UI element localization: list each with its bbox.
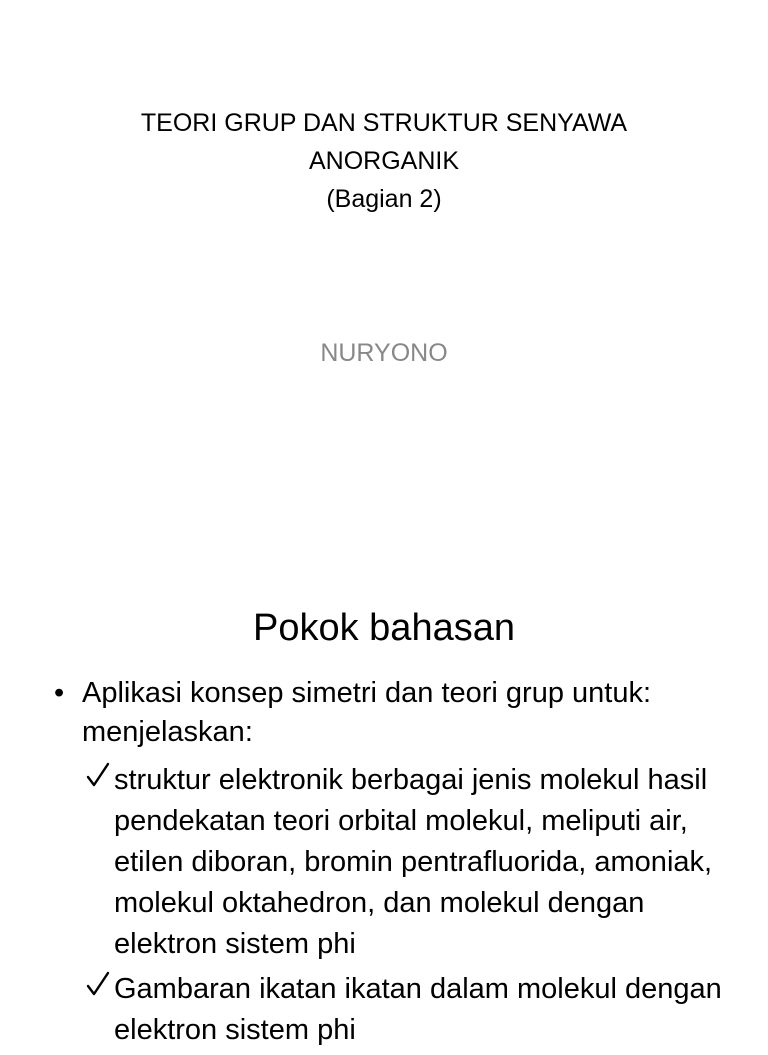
bullet-marker: • xyxy=(54,677,65,709)
content-slide xyxy=(0,576,768,1046)
bullet-text: Aplikasi konsep simetri dan teori grup untuk: menjelaskan: xyxy=(82,677,652,748)
sub-bullet-text: Gambaran ikatan ikatan dalam molekul dengan elektron sistem phi xyxy=(114,973,722,1046)
title-line-1: TEORI GRUP DAN STRUKTUR SENYAWA xyxy=(140,109,628,137)
sub-bullet-item xyxy=(86,760,726,965)
bullet-item xyxy=(54,674,734,752)
sub-bullet-list xyxy=(86,760,726,1055)
title-line-3: (Bagian 2) xyxy=(326,185,442,213)
sub-bullet-text: struktur elektronik berbagai jenis molekul hasil pendekatan teori orbital molekul, meliputi air, etilen diboran, bromin pentrafluorida, amoniak, molekul oktahedron, dan molekul dengan elektron sistem phi xyxy=(114,764,713,960)
slide-title xyxy=(60,104,708,218)
slide-heading: Pokok bahasan xyxy=(253,607,515,649)
author-name: NURYONO xyxy=(320,339,448,367)
checkmark-icon xyxy=(86,760,110,790)
title-line-2: ANORGANIK xyxy=(308,147,460,175)
sub-bullet-item xyxy=(86,969,726,1051)
checkmark-icon xyxy=(86,969,110,999)
